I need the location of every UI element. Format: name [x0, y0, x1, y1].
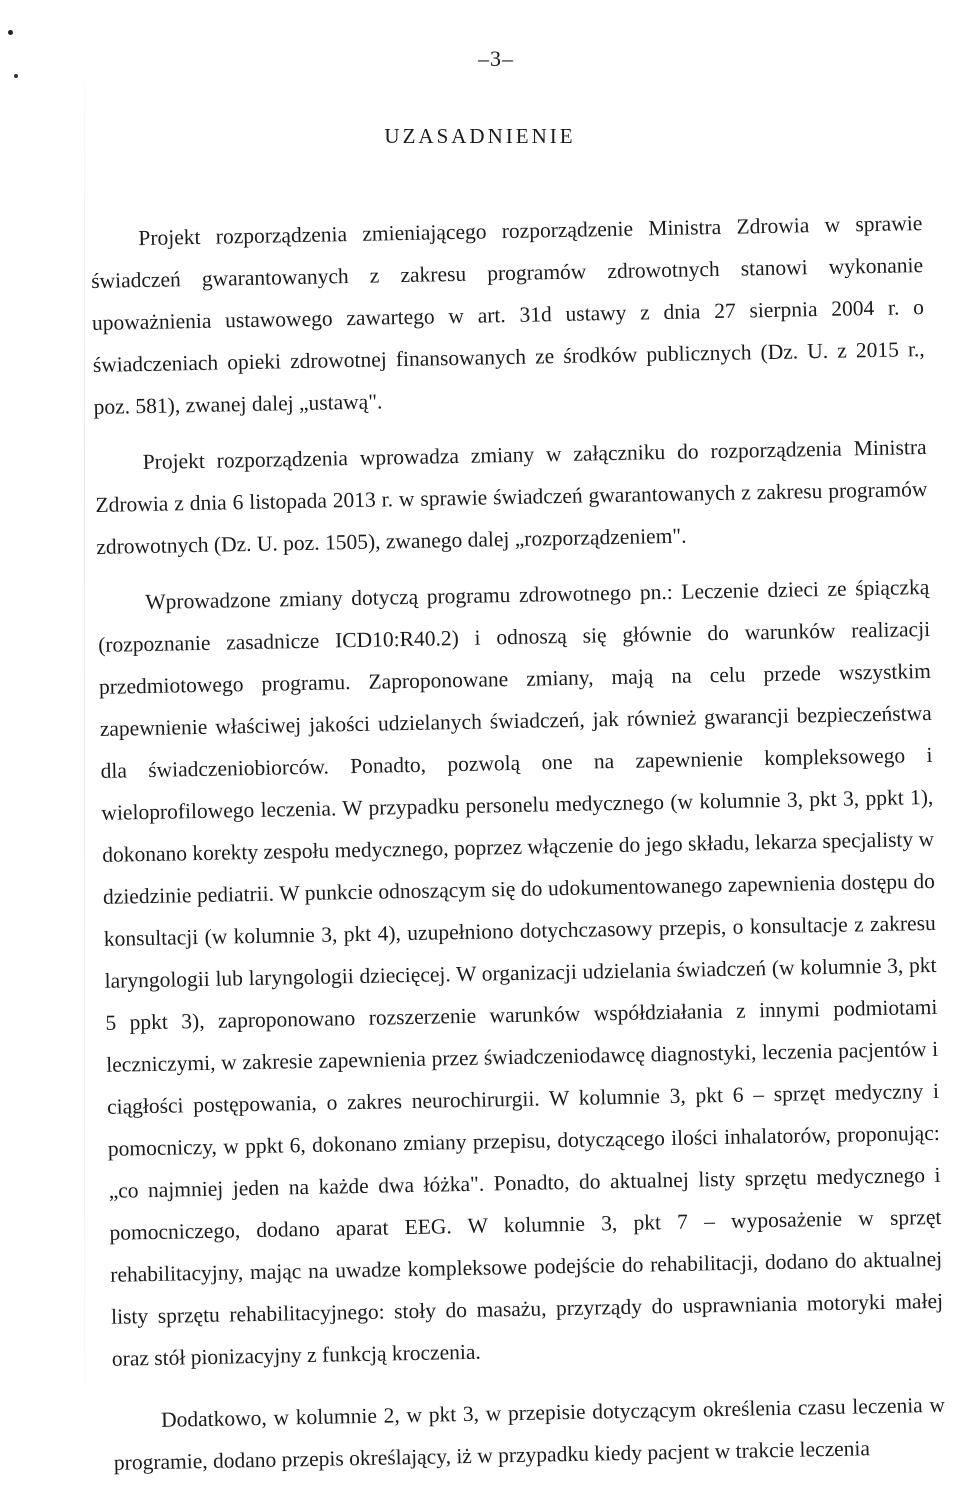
- heading-text: UZASADNIENIE: [384, 124, 576, 148]
- scan-speck: [8, 30, 13, 35]
- document-body: [90, 202, 946, 1484]
- paragraph-changes: Wprowadzone zmiany dotyczą programu zdrowotnego pn.: Leczenie dzieci ze śpiączką (rozpoznanie zasadnicze ICD10:R40.2) i odnoszą się głównie do warunków realizacji przedmiotowego programu. Zaproponowane zmiany, mają na celu przede wszystkim zapewnienie właściwej jakości udzielanych świadczeń, jak również gwarancji bezpieczeństwa dla świadczeniobiorców. Ponadto, pozwolą one na zapewnienie kompleksowego i wieloprofilowego leczenia. W przypadku personelu medycznego (w kolumnie 3, pkt 3, ppkt 1), dokonano korekty zespołu medycznego, poprzez włączenie do jego składu, lekarza specjalisty w dziedzinie pediatrii. W punkcie odnoszącym się do udokumentowanego zapewnienia dostępu do konsultacji (w kolumnie 3, pkt 4), uzupełniono dotychczasowy przepis, o konsultacje z zakresu laryngologii lub laryngologii dziecięcej. W organizacji udzielania świadczeń (w kolumnie 3, pkt 5 ppkt 3), zaproponowano rozszerzenie warunków współdziałania z innymi podmiotami leczniczymi, w zakresie zapewnienia przez świadczeniodawcę diagnostyki, leczenia pacjentów i ciągłości postępowania, o zakres neurochirurgii. W kolumnie 3, pkt 6 – sprzęt medyczny i pomocniczy, w ppkt 6, dokonano zmiany przepisu, dotyczącego ilości inhalatorów, proponując: „co najmniej jeden na każde dwa łóżka". Ponadto, do aktualnej listy sprzętu medycznego i pomocniczego, dodano aparat EEG. W kolumnie 3, pkt 7 – wyposażenie w sprzęt rehabilitacyjny, mając na uwadze kompleksowe podejście do rehabilitacji, dodano do aktualnej listy sprzętu rehabilitacyjnego: stoły do masażu, przyrządy do usprawniania motoryki małej oraz stół pionizacyjny z funkcją kroczenia.: [97, 574, 944, 1371]
- page-number: –3–: [478, 46, 514, 71]
- paragraph-scope: Projekt rozporządzenia wprowadza zmiany w załączniku do rozporządzenia Ministra Zdrowia z dnia 6 listopada 2013 r. w sprawie świadczeń gwarantowanych z zakresu programów zdrowotnych (Dz. U. poz. 1505), zwanego dalej „rozporządzeniem".: [95, 434, 928, 559]
- paragraph-additional: Dodatkowo, w kolumnie 2, w pkt 3, w przepisie dotyczącym określenia czasu leczenia w programie, dodano przepis określający, iż w przypadku kiedy pacjent w trakcie leczenia: [113, 1392, 946, 1475]
- scan-margin-shadow: [84, 0, 85, 1509]
- scan-speck: [14, 74, 18, 78]
- paragraph-legal-basis: Projekt rozporządzenia zmieniającego rozporządzenie Ministra Zdrowia w sprawie świadczeń gwarantowanych z zakresu programów zdrowotnych stanowi wykonanie upoważnienia ustawowego zawartego w art. 31d ustawy z dnia 27 sierpnia 2004 r. o świadczeniach opieki zdrowotnej finansowanych ze środków publicznych (Dz. U. z 2015 r., poz. 581), zwanej dalej „ustawą".: [90, 211, 925, 419]
- document-heading: [0, 124, 960, 149]
